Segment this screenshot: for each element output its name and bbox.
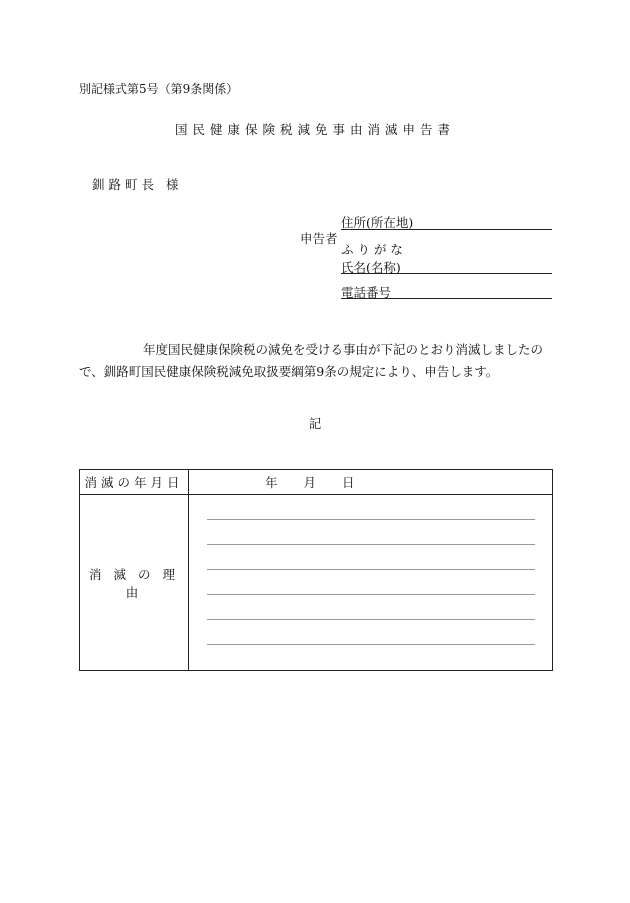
reason-lines [189,495,552,670]
reason-line [207,544,535,545]
phone-field[interactable] [341,298,552,299]
date-placeholder: 年 月 日 [265,475,355,490]
address-field[interactable] [341,229,552,230]
name-label: 氏名(名称) [341,260,401,275]
phone-label: 電話番号 [341,285,392,300]
document-title: 国民健康保険税減免事由消滅申告書 [174,122,455,137]
reason-line [207,519,535,520]
addressee: 釧路町長 様 [92,177,183,192]
reason-line [207,569,535,570]
applicant-label: 申告者 [300,231,338,246]
ki-heading: 記 [308,416,322,431]
form-code: 別記様式第5号（第9条関係） [79,82,239,96]
date-label: 消滅の年月日 [80,470,189,495]
date-cell[interactable] [189,470,553,495]
declaration-text: 年度国民健康保険税の減免を受ける事由が下記のとおり消滅しましたので、釧路町国民健康保険税減免取扱要綱第9条の規定により、申告します。 [79,342,544,379]
address-label: 住所(所在地) [341,215,414,230]
date-row [80,470,553,495]
reason-line [207,594,535,595]
reason-label: 消 滅 の 理 由 [80,495,189,671]
reason-row [80,495,553,671]
furigana-label: ふ り が な [341,242,403,257]
name-field[interactable] [341,273,552,274]
reason-line [207,644,535,645]
reason-cell[interactable] [189,495,553,671]
reason-line [207,619,535,620]
detail-table [79,469,553,671]
